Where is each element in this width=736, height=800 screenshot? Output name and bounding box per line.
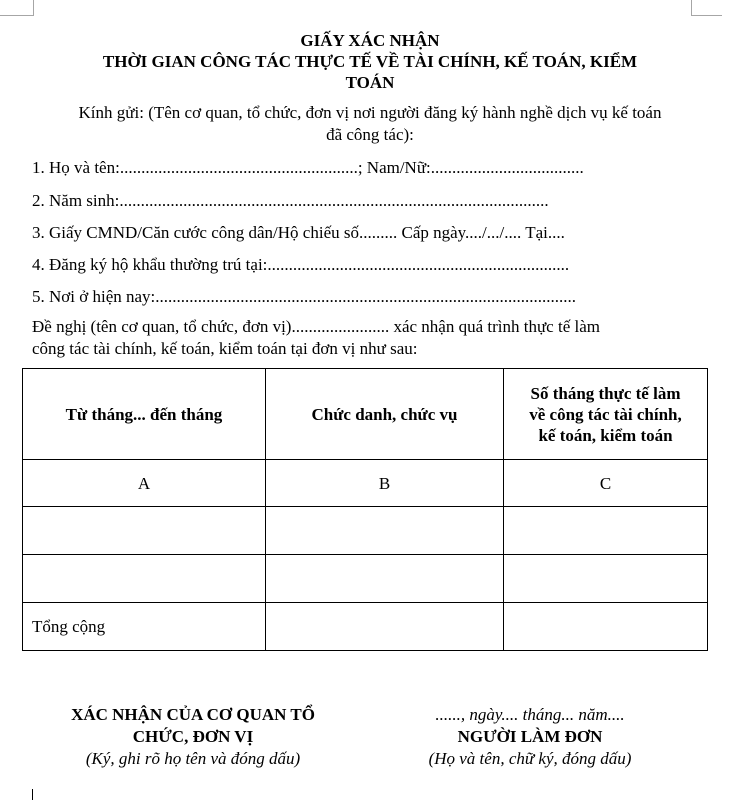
field-birth-year: 2. Năm sinh:..................................................................................................... [32, 191, 549, 210]
request-line1: Đề nghị (tên cơ quan, tổ chức, đơn vị)....................... xác nhận quá trình thực tế làm [32, 317, 600, 336]
table-label-row [23, 460, 708, 507]
table-header-row [23, 369, 708, 460]
col-label-c: C [504, 460, 708, 507]
field-full-name: 1. Họ và tên:........................................................; Nam/Nữ:.................................... [32, 158, 584, 177]
col-label-a: A [23, 460, 266, 507]
table-total-row [23, 603, 708, 651]
page-margin-corner-top-right [691, 0, 722, 16]
applicant-signature-note: (Họ và tên, chữ ký, đóng dấu) [428, 749, 632, 768]
table-cell-months[interactable] [504, 555, 708, 603]
table-cell-period[interactable] [23, 555, 266, 603]
table-row [23, 555, 708, 603]
col-header-period: Từ tháng... đến tháng [23, 369, 266, 460]
field-permanent-residence: 4. Đăng ký hộ khẩu thường trú tại:....................................................................... [32, 255, 570, 274]
field-current-address: 5. Nơi ở hiện nay:................................................................................................... [32, 287, 577, 306]
org-signature-note: (Ký, ghi rõ họ tên và đóng dấu) [85, 749, 301, 768]
col-header-months-line1: Số tháng thực tế làm [530, 383, 681, 403]
table-cell-position[interactable] [266, 555, 504, 603]
col-header-months [504, 369, 708, 460]
table-cell-position[interactable] [266, 507, 504, 555]
total-label: Tổng cộng [23, 603, 266, 651]
table-cell-months[interactable] [504, 507, 708, 555]
applicant-date-line: ......, ngày.... tháng... năm.... [435, 705, 625, 724]
field-id-document: 3. Giấy CMND/Căn cước công dân/Hộ chiếu số......... Cấp ngày..../.../.... Tại.... [32, 223, 565, 242]
request-line2: công tác tài chính, kế toán, kiểm toán tại đơn vị như sau: [32, 339, 418, 358]
text-cursor [32, 789, 33, 800]
org-confirmation-title-line2: CHỨC, ĐƠN VỊ [132, 727, 254, 746]
document-subtitle-line1: THỜI GIAN CÔNG TÁC THỰC TẾ VỀ TÀI CHÍNH, KẾ TOÁN, KIỂM [102, 52, 638, 71]
signature-block-organization [28, 704, 358, 770]
document-subtitle-line2: TOÁN [345, 73, 395, 92]
recipient-line2: đã công tác): [326, 125, 414, 144]
work-history-table [22, 368, 708, 651]
signature-block-applicant [380, 704, 680, 770]
table-row [23, 507, 708, 555]
recipient-line1: Kính gửi: (Tên cơ quan, tổ chức, đơn vị nơi người đăng ký hành nghề dịch vụ kế toán [78, 103, 662, 122]
col-header-months-line3: kế toán, kiểm toán [538, 425, 673, 445]
page-margin-corner-top-left [0, 0, 34, 16]
total-cell-months[interactable] [504, 603, 708, 651]
total-cell-position[interactable] [266, 603, 504, 651]
col-label-b: B [266, 460, 504, 507]
applicant-title: NGƯỜI LÀM ĐƠN [457, 727, 603, 746]
org-confirmation-title-line1: XÁC NHẬN CỦA CƠ QUAN TỔ [71, 705, 315, 724]
col-header-months-line2: về công tác tài chính, [529, 404, 682, 424]
table-cell-period[interactable] [23, 507, 266, 555]
col-header-position: Chức danh, chức vụ [266, 369, 504, 460]
document-title: GIẤY XÁC NHẬN [300, 31, 440, 50]
